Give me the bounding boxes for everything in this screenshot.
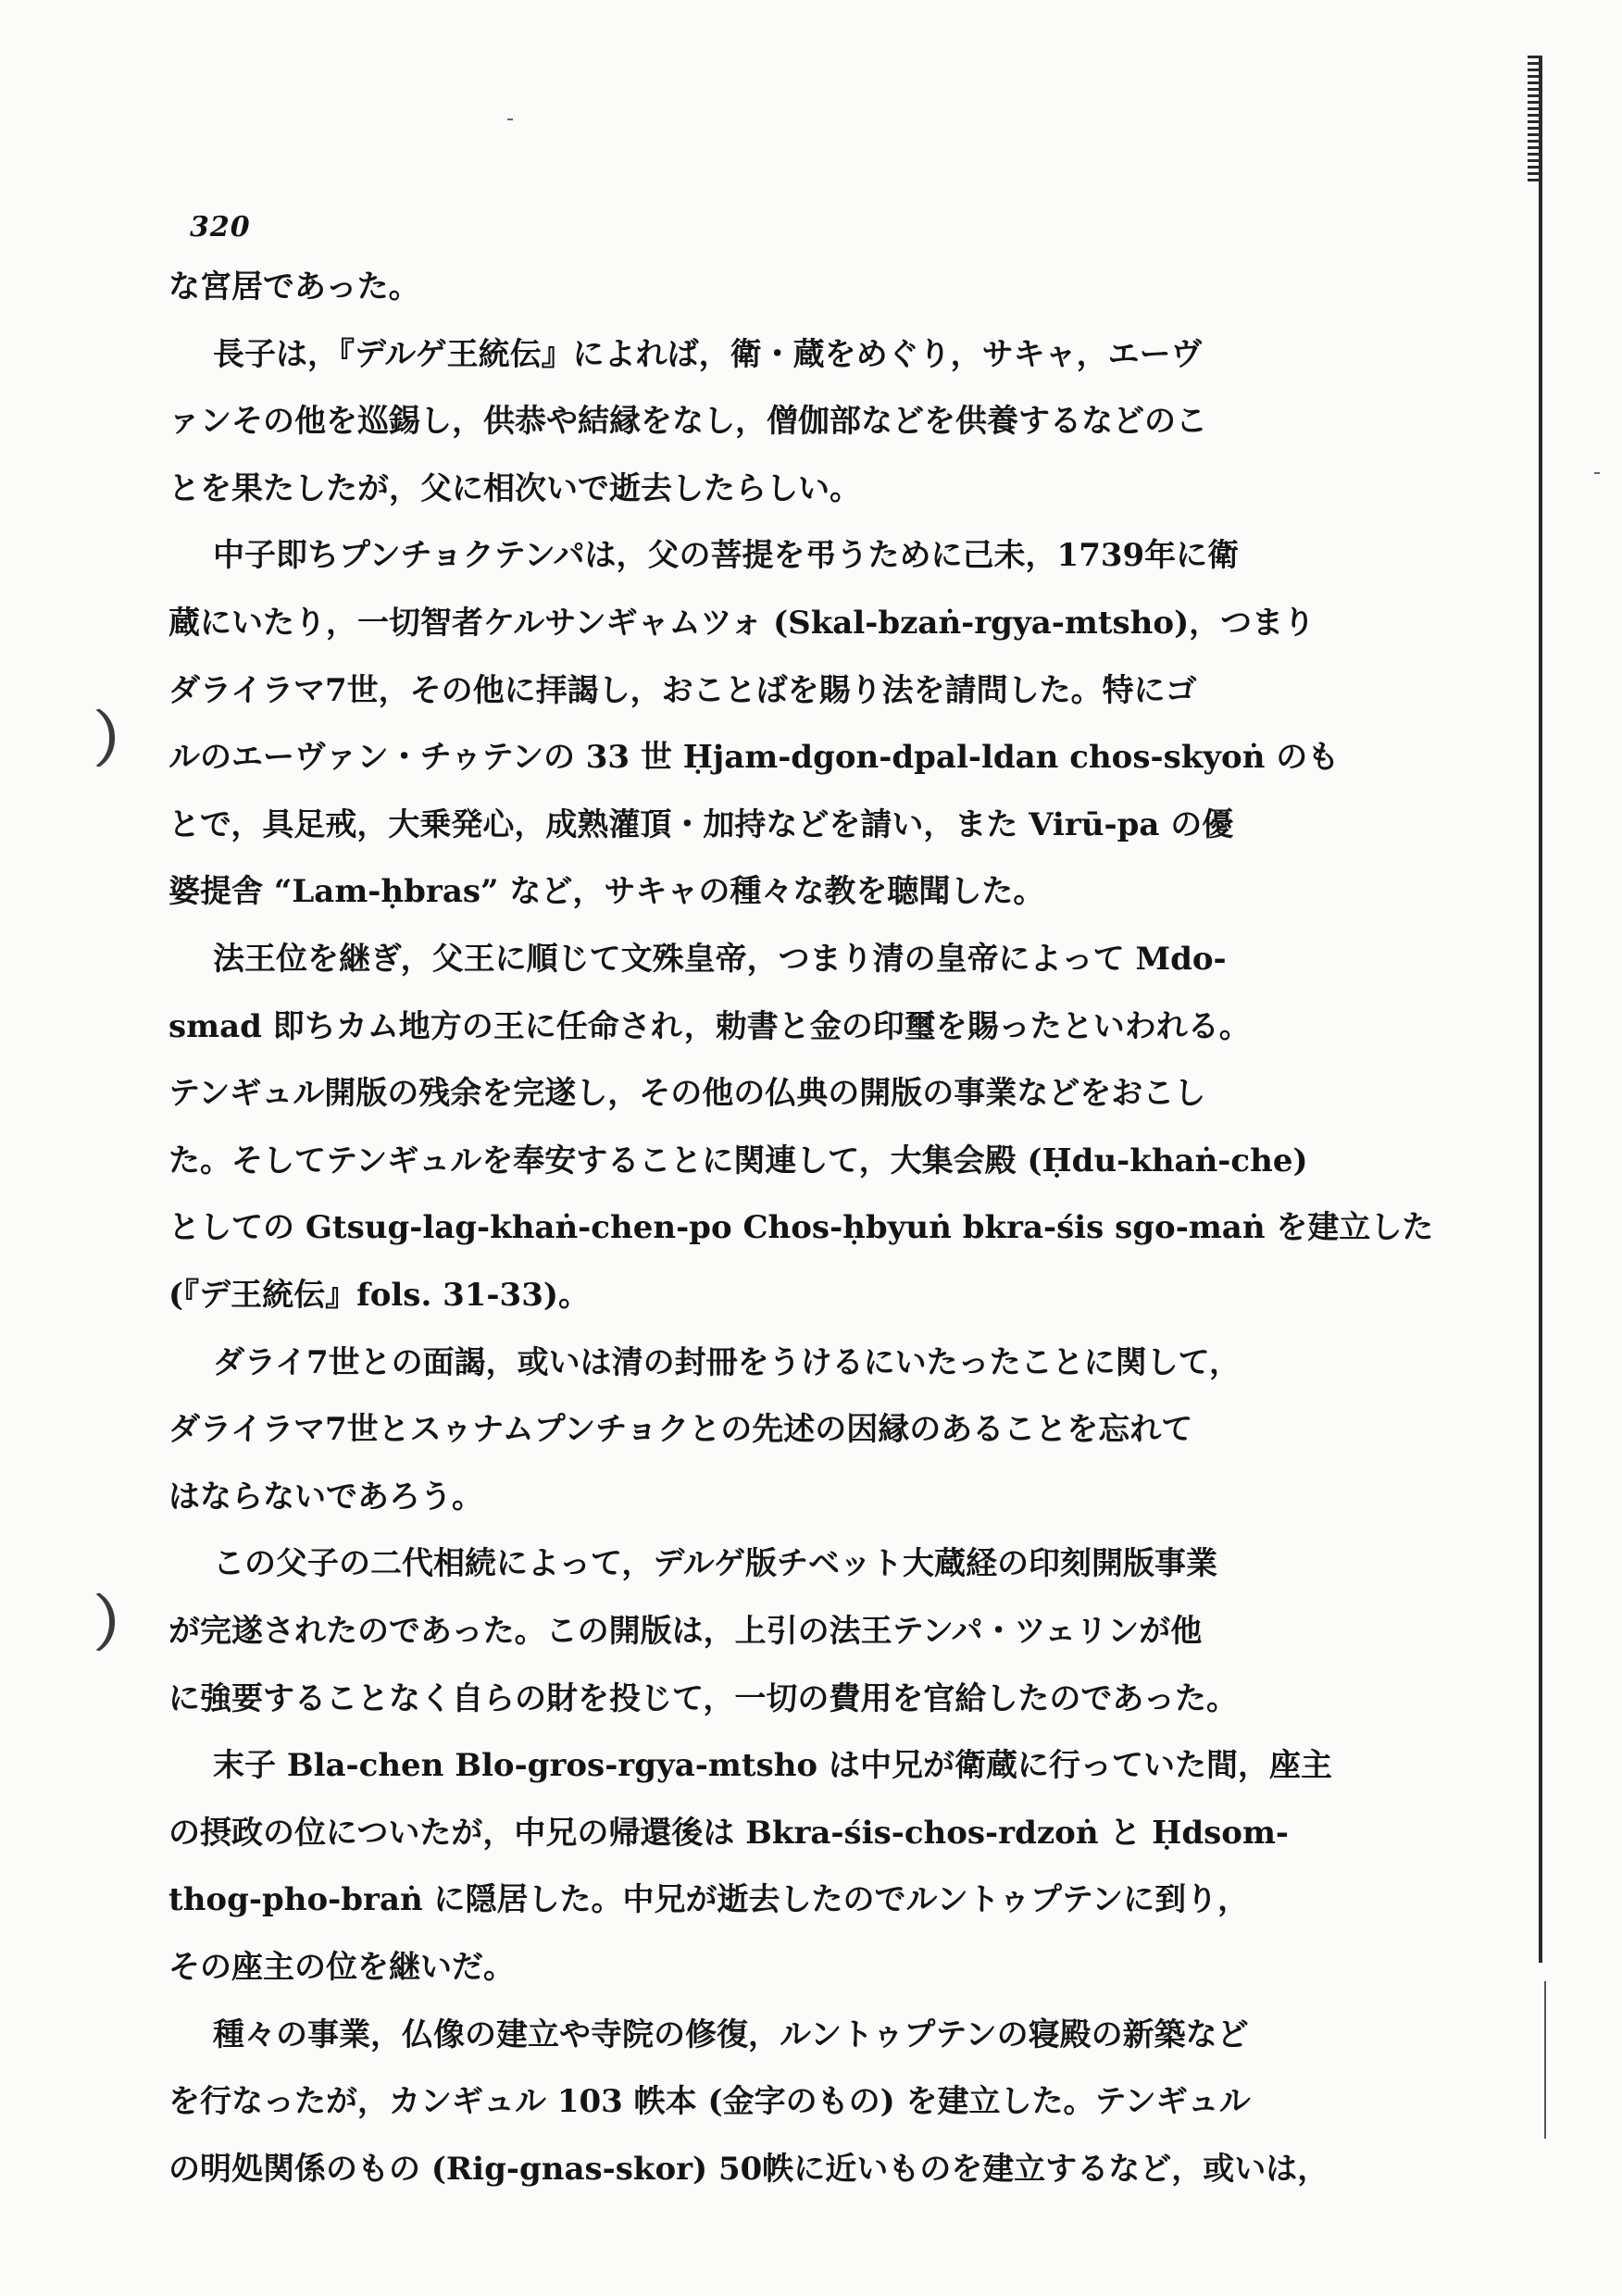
text-line: smad 即ちカム地方の王に任命され，勅書と金の印璽を賜ったといわれる。 xyxy=(168,1007,1251,1045)
text-line: thog-pho-braṅ に隠居した。中兄が逝去したのでルントゥプテンに到り， xyxy=(168,1881,1250,1919)
text-line: とを果たしたが，父に相次いで逝去したらしい。 xyxy=(168,469,861,507)
text-line: 種々の事業，仏像の建立や寺院の修復，ルントゥプテンの寝殿の新築など xyxy=(213,2015,1249,2053)
text-line: その座主の位を継いだ。 xyxy=(168,1949,515,1986)
text-line: テンギュル開版の残余を完遂し，その他の仏典の開版の事業などをおこし xyxy=(168,1075,1206,1113)
text-line: ダライラマ7世とスゥナムプンチョクとの先述の因縁のあることを忘れて xyxy=(168,1411,1193,1449)
scan-speck xyxy=(507,119,513,120)
text-line: を行なったが，カンギュル 103 帙本 (金字のもの) を建立した。テンギュル xyxy=(168,2083,1251,2121)
page-number: 320 xyxy=(190,211,251,243)
text-line: とで，具足戒，大乗発心，成熟灌頂・加持などを請い，また Virū-pa の優 xyxy=(168,805,1234,843)
text-line: 長子は，『デルゲ王統伝』によれば，衛・蔵をめぐり，サキャ，エーヴ xyxy=(213,335,1203,373)
text-line: 婆提舎 “Lam-ḥbras” など，サキャの種々な教を聴聞した。 xyxy=(168,873,1045,911)
text-line: な宮居であった。 xyxy=(168,268,420,306)
binding-hole-shadow xyxy=(81,1588,115,1656)
text-line: 法王位を継ぎ，父王に順じて文殊皇帝，つまり清の皇帝によって Mdo- xyxy=(213,941,1227,978)
text-line: ルのエーヴァン・チゥテンの 33 世 Ḥjam-dgon-dpal-ldan chos-skyoṅ のも xyxy=(168,739,1340,777)
text-line: はならないであろう。 xyxy=(168,1478,483,1516)
text-line: 蔵にいたり，一切智者ケルサンギャムツォ (Skal-bzaṅ-rgya-mtsho)，つまり xyxy=(168,605,1316,642)
text-line: としての Gtsug-lag-khaṅ-chen-po Chos-ḥbyuṅ bkra-śis sgo-maṅ を建立した xyxy=(168,1209,1434,1247)
text-line: ァンその他を巡錫し，供恭や結縁をなし，僧伽部などを供養するなどのこ xyxy=(168,403,1207,441)
binding-hole-shadow xyxy=(81,704,115,772)
text-line: に強要することなく自らの財を投じて，一切の費用を官給したのであった。 xyxy=(168,1679,1238,1717)
text-line: の明処関係のもの (Rig-gnas-skor) 50帙に近いものを建立するなど，或いは， xyxy=(168,2150,1329,2188)
text-line: 末子 Bla-chen Blo-gros-rgya-mtsho は中兄が衛蔵に行っていた間，座主 xyxy=(213,1747,1332,1785)
text-line: (『デ王統伝』fols. 31-33)。 xyxy=(168,1277,590,1314)
scan-speck xyxy=(1594,472,1600,474)
text-line: 中子即ちプンチョクテンパは，父の菩提を弔うために己未，1739年に衛 xyxy=(213,537,1240,575)
text-line: ダライラマ7世，その他に拝謁し，おことばを賜り法を請問した。特にゴ xyxy=(168,671,1197,709)
text-line: この父子の二代相続によって，デルゲ版チベット大蔵経の印刻開版事業 xyxy=(213,1545,1217,1583)
page-fold-line xyxy=(1544,1981,1546,2139)
text-line: た。そしてテンギュルを奉安することに関連して，大集会殿 (Ḥdu-khaṅ-che) xyxy=(168,1142,1308,1179)
text-line: の摂政の位についたが，中兄の帰還後は Bkra-śis-chos-rdzoṅ と Ḥdsom- xyxy=(168,1814,1290,1852)
text-line: ダライ7世との面謁，或いは清の封冊をうけるにいたったことに関して， xyxy=(213,1343,1241,1381)
page-fold-line xyxy=(1539,56,1542,1963)
text-line: が完遂されたのであった。この開版は，上引の法王テンパ・ツェリンが他 xyxy=(168,1613,1203,1650)
